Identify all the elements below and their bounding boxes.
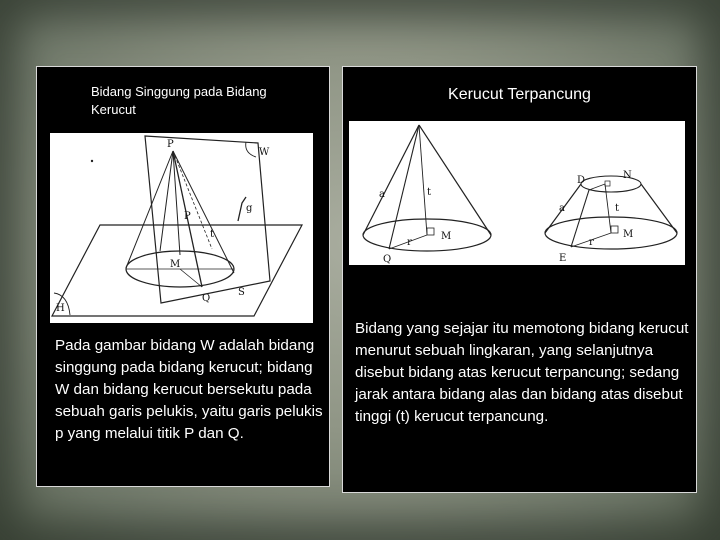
label-frustum-t: t	[615, 203, 620, 214]
label-g: g	[246, 203, 253, 214]
label-w: W	[259, 147, 270, 158]
label-cone-a: a	[379, 189, 385, 200]
label-cone-t: t	[427, 187, 432, 198]
label-cone-r: r	[407, 237, 412, 248]
label-cone-m: M	[441, 231, 452, 242]
label-frustum-a: a	[559, 203, 565, 214]
label-s: S	[238, 287, 245, 298]
left-panel-text: Pada gambar bidang W adalah bidang singgung pada bidang kerucut; bidang W dan bidang kerucut bersekutu pada sebuah garis pelukis, yaitu garis pelukis p yang melalui titik P dan Q.	[55, 337, 323, 442]
label-frustum-d: D	[577, 175, 586, 186]
tangent-plane-diagram	[50, 133, 313, 323]
label-q: Q	[202, 293, 211, 304]
label-h: H	[56, 303, 65, 314]
label-t: t	[210, 229, 215, 240]
cone-frustum-figure	[349, 121, 685, 265]
cone-frustum-diagram	[349, 121, 685, 265]
label-cone-q: Q	[383, 254, 392, 265]
label-frustum-r: r	[589, 237, 594, 248]
label-frustum-n: N	[623, 170, 632, 181]
right-panel	[342, 66, 697, 493]
label-frustum-m: M	[623, 229, 634, 240]
left-panel	[36, 66, 330, 487]
label-frustum-e: E	[559, 253, 567, 264]
label-p-top: P	[167, 139, 174, 150]
right-panel-text: Bidang yang sejajar itu memotong bidang kerucut menurut sebuah lingkaran, yang selanjutnya disebut bidang atas kerucut terpancung; sedang jarak antara bidang alas dan bidang atas disebut tinggi (t) kerucut terpancung.	[355, 320, 689, 425]
tangent-plane-figure	[50, 133, 313, 323]
label-p-inner: P	[184, 211, 191, 222]
left-panel-title: Bidang Singgung pada Bidang Kerucut	[91, 84, 267, 117]
right-panel-title: Kerucut Terpancung	[448, 86, 591, 103]
label-m: M	[170, 259, 181, 270]
